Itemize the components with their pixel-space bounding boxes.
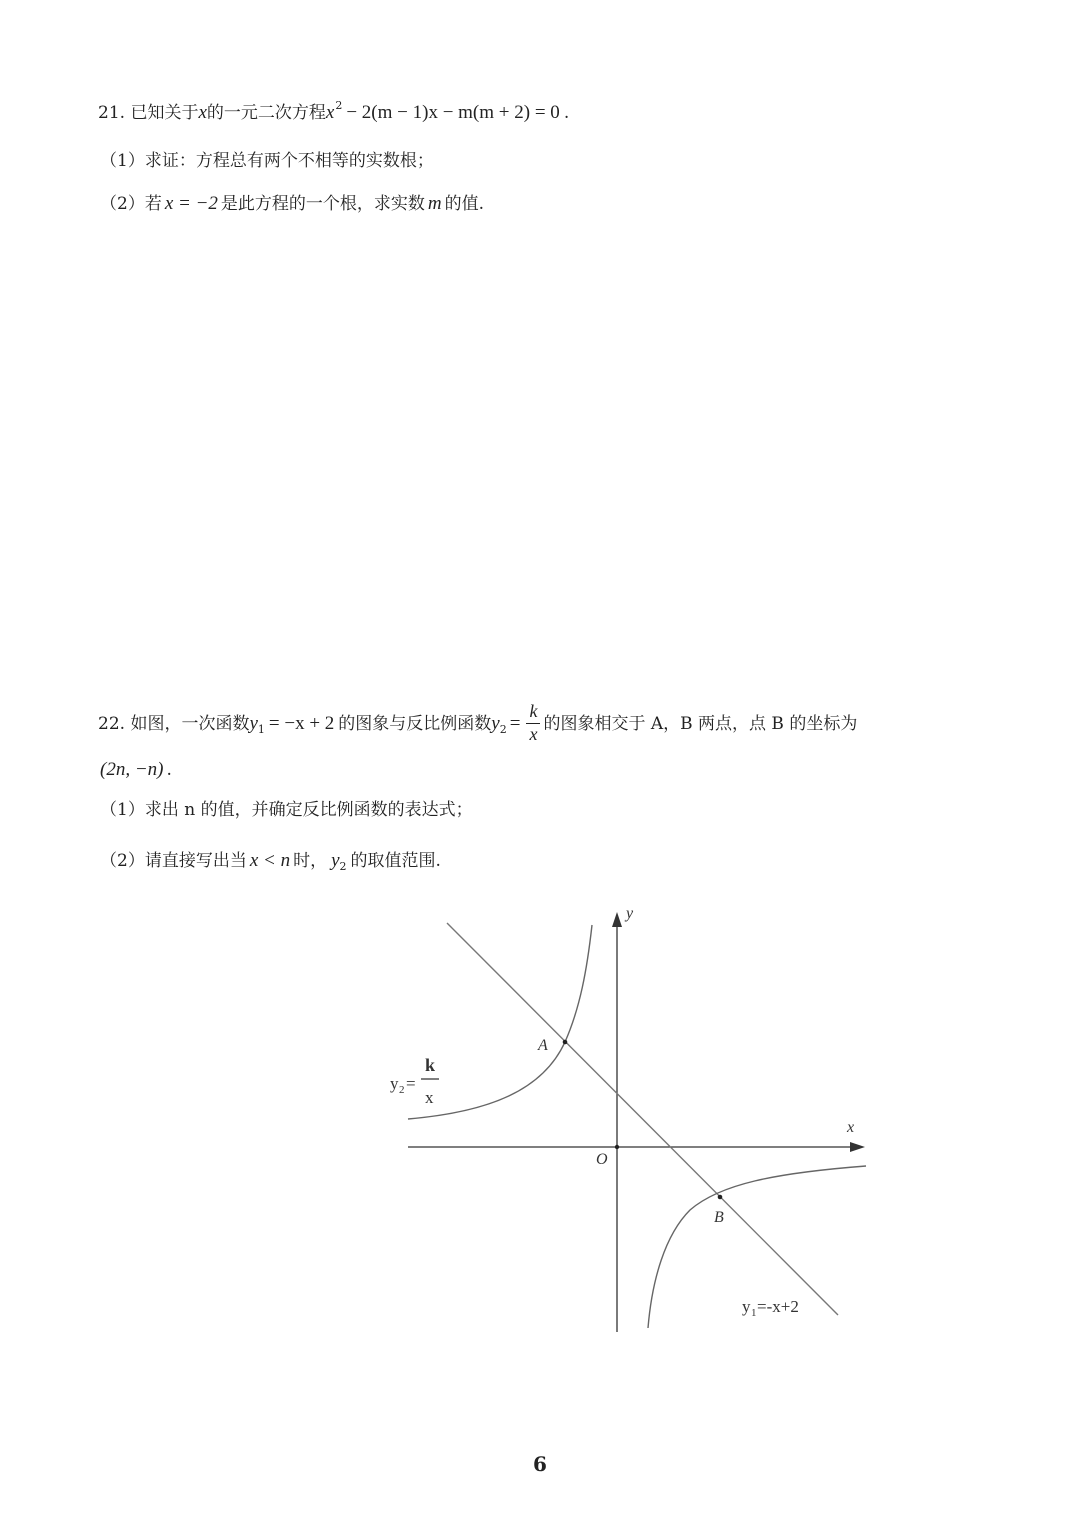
q22-part1: （1）求出 n 的值，并确定反比例函数的表达式； [100,800,473,820]
q21-part2-mid: 是此方程的一个根，求实数 [220,194,425,214]
q22-coord-line [100,760,172,779]
q21-equation-exponent: 2 [335,99,343,112]
q22-part2-end: 的取值范围. [350,851,441,871]
q22-part2-pre: （2）请直接写出当 [100,851,247,871]
q21-part2-end: 的值. [444,194,485,214]
y2-label-den: x [425,1088,434,1107]
axis-x-label: x [847,1119,855,1136]
axis-y-label: y [626,905,634,922]
q22-part2-condition: x < n [249,850,291,871]
point-b [718,1195,723,1200]
y2-label-base: y [390,1074,399,1093]
q22-part2-mid: 时， [293,851,328,871]
y2-label-eq: = [406,1074,416,1093]
q21-stem-var: x [198,102,207,123]
q21-equation: − 2(m − 1)x − m(m + 2) = 0 [346,102,560,123]
q22-coord: (2n, −n) [100,759,164,780]
q21-part2-var: m [427,193,442,214]
q22-fraction-denominator: x [529,724,538,744]
y1-label-sub: 1 [751,1307,757,1319]
q21-part1: （1）求证：方程总有两个不相等的实数根； [100,151,434,171]
q22-stem-b: 的图象与反比例函数 [338,714,492,734]
q22-y2: y [491,713,500,734]
q22-part2-y: y [331,850,340,871]
y2-label-num: k [425,1055,436,1075]
q22-y1: y [249,713,258,734]
y1-label-base: y [742,1297,751,1316]
point-a [563,1040,568,1045]
q22-y1-sub: 1 [257,723,265,736]
q21-part2 [100,194,484,213]
q22-fraction-numerator: k [529,701,538,721]
origin-point [615,1145,619,1149]
q22-number: 22. [98,714,126,734]
origin-label: O [596,1151,608,1168]
point-a-label: A [538,1037,548,1054]
line-y1 [447,923,838,1315]
x-axis-arrow [850,1142,865,1152]
q22-coord-end: . [166,760,172,780]
q22-part2 [100,851,441,872]
q22-y2-sub: 2 [499,723,507,736]
function-graph [380,890,880,1350]
point-b-label: B [714,1209,724,1226]
q22-stem-a: 如图，一次函数 [130,714,250,734]
q22-part2-y-sub: 2 [339,860,347,873]
q21-part2-condition: x = −2 [164,193,218,214]
q21-equation-end: . [563,103,570,123]
q22-stem [98,702,857,742]
q22-y2-eq: = [509,713,521,734]
q21-stem-text2: 的一元二次方程 [206,103,326,123]
q22-stem-c: 的图象相交于 A，B 两点，点 B 的坐标为 [543,714,858,734]
y2-label-sub: 2 [399,1084,405,1096]
hyperbola-branch-left [408,925,592,1119]
q21-stem [98,100,569,122]
y1-label-rhs: =-x+2 [757,1297,799,1316]
q22-fraction [525,702,541,742]
q21-equation-base: x [325,102,335,123]
q21-part2-pre: （2）若 [100,194,162,214]
q21-stem-text: 已知关于 [130,103,199,123]
y-axis-arrow [612,912,622,927]
page-number: 6 [533,1452,547,1476]
q21-number: 21. [98,103,126,123]
q22-y1-rhs: = −x + 2 [268,713,335,734]
